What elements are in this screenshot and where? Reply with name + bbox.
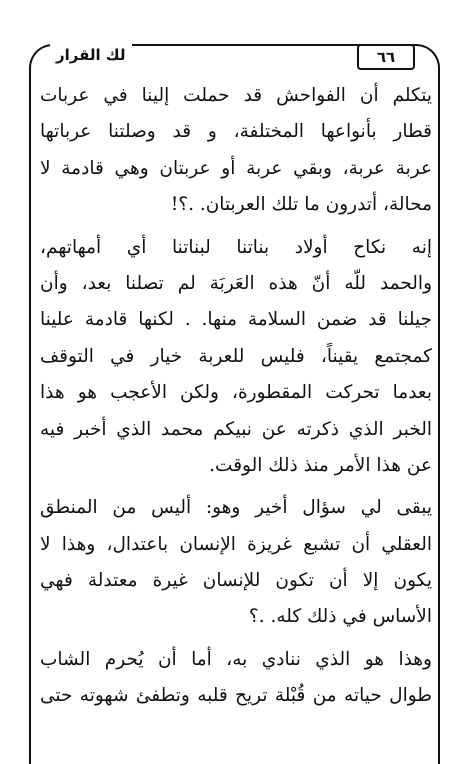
body-text	[40, 78, 432, 715]
text-line: الخبر الذي ذكرته عن نبيكم محمد الذي أخبر فيه	[40, 418, 432, 440]
text-line: إنه نكاح أولاد بناتنا لبناتنا أي أمهاتهم،	[40, 236, 432, 258]
text-line: عربة عربة، وبقي عربة أو عربتان وهي قادمة لا	[40, 157, 432, 179]
page-header	[0, 30, 471, 66]
text-line: يكون إلا أن تكون للإنسان غيرة معتدلة فهي	[40, 570, 432, 592]
text-line: وهذا هو الذي ننادي به، أما أن يُحرم الشاب	[40, 648, 432, 670]
text-line: والحمد للّه أنّ هذه العَربَة لم تصلنا بعد، وأن	[40, 272, 432, 294]
text-line: طوال حياته من قُبْلة تريح قلبه وتطفئ شهوته حتى	[40, 685, 432, 707]
paragraph-4	[40, 642, 432, 715]
paragraph-1	[40, 78, 432, 224]
page-number: ٦٦	[357, 44, 415, 70]
text-line: العقلي أن تشبع غريزة الإنسان باعتدال، وهذا لا	[40, 533, 432, 555]
text-line: محالة، أتدرون ما تلك العربتان. .؟!	[170, 194, 432, 216]
text-line: جيلنا قد ضمن السلامة منها. . لكنها قادمة علينا	[40, 309, 432, 331]
text-line: بعدما تحركت المقطورة، ولكن الأعجب هو هذا	[40, 382, 432, 404]
text-line: الأساس في ذلك كله. .؟	[248, 606, 432, 628]
paragraph-2	[40, 230, 432, 485]
text-line: يتكلم أن الفواحش قد حملت إلينا في عربات	[40, 85, 432, 106]
text-line: عن هذا الأمر منذ ذلك الوقت.	[209, 454, 432, 476]
running-title: لك القرار	[50, 44, 132, 66]
text-line: يبقى لي سؤال أخير وهو: أليس من المنطق	[40, 497, 432, 519]
text-line: قطار بأنواعها المختلفة، و قد وصلتنا عرباتها	[40, 121, 432, 143]
text-line: كمجتمع يقيناً، فليس للعربة خيار في التوقف	[40, 345, 432, 367]
paragraph-3	[40, 490, 432, 636]
